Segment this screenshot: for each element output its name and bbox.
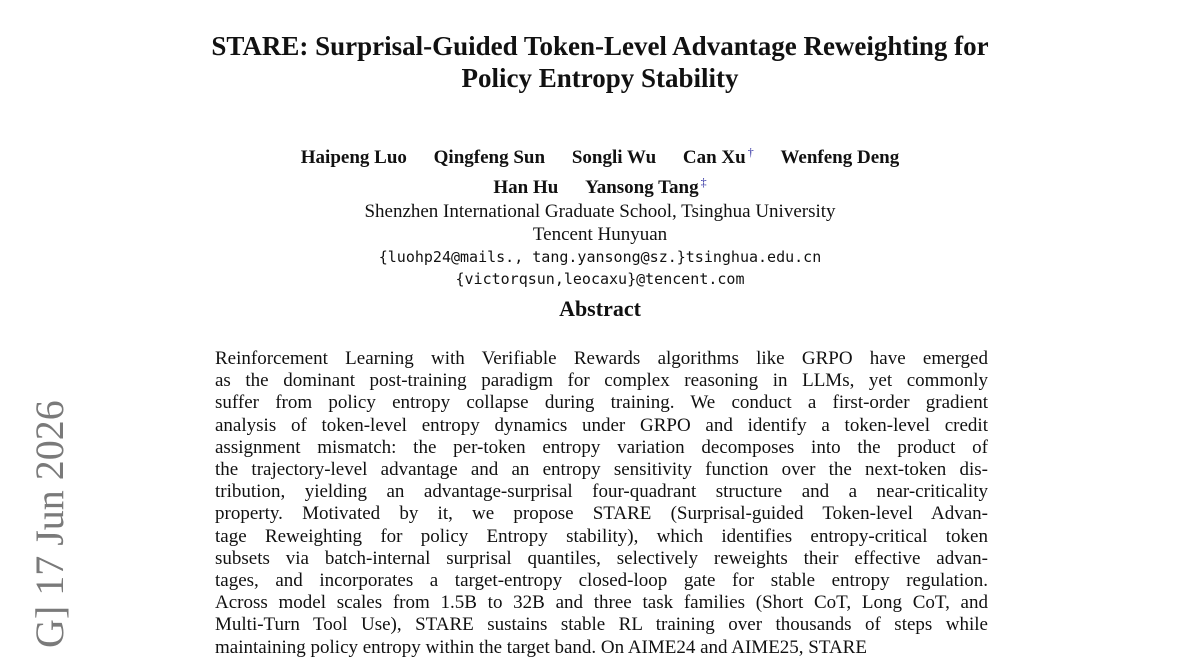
author: Qingfeng Sun xyxy=(433,147,546,168)
author: Can Xu † xyxy=(682,145,754,168)
abstract-line: assignment mismatch: the per-token entropy variation decomposes into the product of xyxy=(215,436,988,458)
author-mark: ‡ xyxy=(700,175,707,189)
abstract-line: Reinforcement Learning with Verifiable Rewards algorithms like GRPO have emerged xyxy=(215,348,988,369)
title-line-1: STARE: Surprisal-Guided Token-Level Advantage Reweighting for xyxy=(211,31,989,61)
author-block xyxy=(200,140,1000,290)
email-line: {victorqsun,leocaxu}@tencent.com xyxy=(455,270,745,288)
affiliation: Shenzhen International Graduate School, Tsinghua University xyxy=(364,201,836,222)
affiliation: Tencent Hunyuan xyxy=(532,224,668,245)
author: Songli Wu xyxy=(571,147,657,168)
abstract-line: Across model scales from 1.5B to 32B and three task families (Short CoT, Long CoT, and xyxy=(215,592,988,614)
abstract-line: analysis of token-level entropy dynamics under GRPO and identify a token-level credit xyxy=(215,414,988,436)
paper-title xyxy=(140,30,1060,94)
abstract-line: property. Motivated by it, we propose STARE (Surprisal-guided Token-level Advan- xyxy=(215,503,988,525)
abstract-line: as the dominant post-training paradigm for complex reasoning in LLMs, yet commonly xyxy=(215,370,988,392)
abstract-line: maintaining policy entropy within the target band. On AIME24 and AIME25, STARE xyxy=(215,636,867,658)
author: Wenfeng Deng xyxy=(780,147,900,168)
author-row-2 xyxy=(200,170,1000,200)
email-line: {luohp24@mails., tang.yansong@sz.}tsinghua.edu.cn xyxy=(378,248,822,266)
abstract-line: the trajectory-level advantage and an entropy sensitivity function over the next-token dis- xyxy=(215,459,988,481)
abstract-line: suffer from policy entropy collapse during training. We conduct a first-order gradient xyxy=(215,392,988,414)
author: Han Hu xyxy=(493,177,559,198)
abstract-line: subsets via batch-internal surprisal quantiles, selectively reweights their effective advan- xyxy=(215,547,988,569)
abstract-body xyxy=(215,348,988,659)
title-line-2: Policy Entropy Stability xyxy=(461,63,739,93)
abstract-line: tribution, yielding an advantage-surprisal four-quadrant structure and a near-criticality xyxy=(215,481,988,503)
abstract-line: Multi-Turn Tool Use), STARE sustains stable RL training over thousands of steps while xyxy=(215,614,988,636)
abstract-line: tage Reweighting for policy Entropy stability), which identifies entropy-critical token xyxy=(215,525,988,547)
author: Yansong Tang ‡ xyxy=(585,175,707,198)
author-mark: † xyxy=(747,145,754,159)
abstract-line: tages, and incorporates a target-entropy closed-loop gate for stable entropy regulation. xyxy=(215,570,988,592)
arxiv-watermark: G] 17 Jun 2026 xyxy=(27,400,72,648)
author-row-1 xyxy=(200,140,1000,170)
abstract-heading: Abstract xyxy=(559,296,641,321)
author: Haipeng Luo xyxy=(300,147,407,168)
